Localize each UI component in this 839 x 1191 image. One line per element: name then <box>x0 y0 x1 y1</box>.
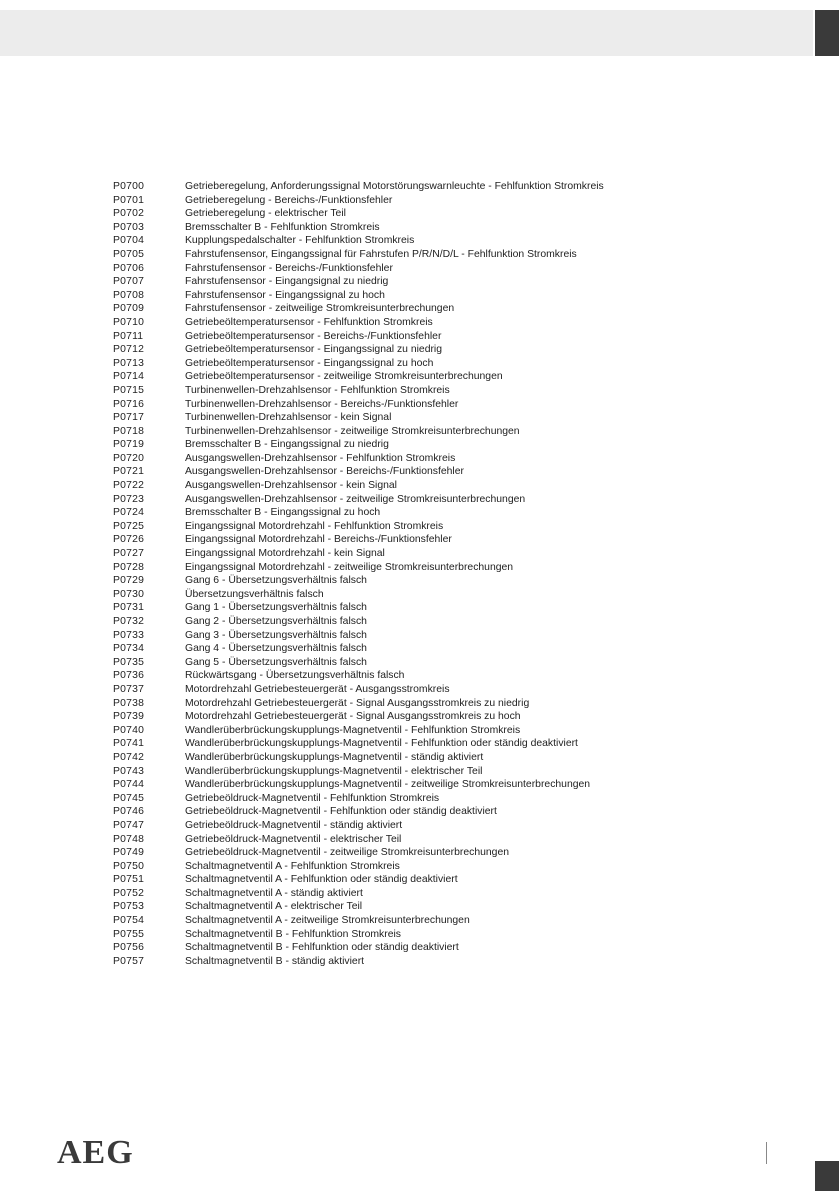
error-description: Getriebeöldruck-Magnetventil - Fehlfunktion oder ständig deaktiviert <box>185 806 497 818</box>
code-row <box>113 792 833 806</box>
code-row <box>113 697 833 711</box>
code-row <box>113 588 833 602</box>
code-row <box>113 615 833 629</box>
error-description: Fahrstufensensor, Eingangssignal für Fahrstufen P/R/N/D/L - Fehlfunktion Stromkreis <box>185 248 577 260</box>
error-code: P0738 <box>113 697 145 709</box>
error-code: P0751 <box>113 874 145 886</box>
error-code: P0707 <box>113 276 145 288</box>
error-description: Schaltmagnetventil B - Fehlfunktion Stromkreis <box>185 928 401 940</box>
code-row <box>113 384 833 398</box>
error-description: Bremsschalter B - Fehlfunktion Stromkreis <box>185 221 380 233</box>
error-code: P0756 <box>113 942 145 954</box>
error-code: P0715 <box>113 384 145 396</box>
code-row <box>113 860 833 874</box>
code-row <box>113 547 833 561</box>
code-row <box>113 724 833 738</box>
error-description: Getriebeöldruck-Magnetventil - Fehlfunktion Stromkreis <box>185 792 440 804</box>
code-row <box>113 275 833 289</box>
error-code: P0724 <box>113 507 145 519</box>
code-row <box>113 574 833 588</box>
error-description: Wandlerüberbrückungskupplungs-Magnetventil - zeitweilige Stromkreisunterbrechungen <box>185 779 591 791</box>
footer-divider <box>766 1142 767 1164</box>
error-description: Fahrstufensensor - Bereichs-/Funktionsfehler <box>185 262 393 274</box>
code-row <box>113 805 833 819</box>
error-code: P0716 <box>113 398 145 410</box>
error-code: P0702 <box>113 208 145 220</box>
error-code: P0717 <box>113 412 145 424</box>
error-code: P0753 <box>113 901 145 913</box>
error-description: Rückwärtsgang - Übersetzungsverhältnis falsch <box>185 670 405 682</box>
error-description: Kupplungspedalschalter - Fehlfunktion Stromkreis <box>185 235 415 247</box>
error-code: P0709 <box>113 303 145 315</box>
error-code: P0737 <box>113 683 145 695</box>
error-description: Ausgangswellen-Drehzahlsensor - Bereichs-/Funktionsfehler <box>185 466 464 478</box>
error-description: Fahrstufensensor - zeitweilige Stromkreisunterbrechungen <box>185 303 455 315</box>
error-code: P0747 <box>113 819 145 831</box>
error-description: Eingangssignal Motordrehzahl - Bereichs-/Funktionsfehler <box>185 534 452 546</box>
error-description: Turbinenwellen-Drehzahlsensor - Bereichs-/Funktionsfehler <box>185 398 459 410</box>
code-row <box>113 411 833 425</box>
error-description: Schaltmagnetventil A - zeitweilige Stromkreisunterbrechungen <box>185 915 470 927</box>
code-row <box>113 289 833 303</box>
error-description: Wandlerüberbrückungskupplungs-Magnetventil - elektrischer Teil <box>185 765 483 777</box>
error-description: Bremsschalter B - Eingangssignal zu hoch <box>185 507 381 519</box>
error-description: Gang 1 - Übersetzungsverhältnis falsch <box>185 602 367 614</box>
error-code: P0739 <box>113 711 145 723</box>
code-row <box>113 248 833 262</box>
error-code: P0749 <box>113 847 145 859</box>
code-row <box>113 642 833 656</box>
error-description: Gang 4 - Übersetzungsverhältnis falsch <box>185 643 367 655</box>
code-row <box>113 425 833 439</box>
error-code: P0746 <box>113 806 145 818</box>
footer-tab-marker <box>815 1161 839 1191</box>
code-row <box>113 262 833 276</box>
code-row <box>113 452 833 466</box>
code-row <box>113 914 833 928</box>
error-description: Ausgangswellen-Drehzahlsensor - kein Signal <box>185 480 397 492</box>
code-row <box>113 370 833 384</box>
code-row <box>113 398 833 412</box>
error-description: Eingangssignal Motordrehzahl - Fehlfunktion Stromkreis <box>185 520 444 532</box>
error-description: Schaltmagnetventil A - ständig aktiviert <box>185 887 363 899</box>
error-description: Motordrehzahl Getriebesteuergerät - Signal Ausgangsstromkreis zu niedrig <box>185 697 530 709</box>
error-description: Gang 5 - Übersetzungsverhältnis falsch <box>185 656 367 668</box>
error-description: Schaltmagnetventil B - Fehlfunktion oder ständig deaktiviert <box>185 942 459 954</box>
error-code: P0736 <box>113 670 145 682</box>
error-description: Turbinenwellen-Drehzahlsensor - Fehlfunktion Stromkreis <box>185 384 450 396</box>
error-code: P0742 <box>113 751 145 763</box>
code-row <box>113 765 833 779</box>
error-code: P0740 <box>113 724 145 736</box>
error-code: P0719 <box>113 439 145 451</box>
error-code: P0733 <box>113 629 145 641</box>
error-code: P0745 <box>113 792 145 804</box>
code-row <box>113 941 833 955</box>
error-code: P0704 <box>113 235 145 247</box>
error-description: Wandlerüberbrückungskupplungs-Magnetventil - Fehlfunktion oder ständig deaktiviert <box>185 738 578 750</box>
code-row <box>113 533 833 547</box>
code-row <box>113 710 833 724</box>
error-code: P0731 <box>113 602 145 614</box>
error-code: P0750 <box>113 860 145 872</box>
error-code: P0748 <box>113 833 145 845</box>
error-description: Turbinenwellen-Drehzahlsensor - kein Signal <box>185 412 392 424</box>
error-code: P0722 <box>113 480 145 492</box>
code-row <box>113 873 833 887</box>
error-description: Getriebeöltemperatursensor - zeitweilige Stromkreisunterbrechungen <box>185 371 503 383</box>
error-description: Getrieberegelung, Anforderungssignal Motorstörungswarnleuchte - Fehlfunktion Stromkreis <box>185 181 604 192</box>
error-code: P0711 <box>113 330 144 342</box>
code-row <box>113 479 833 493</box>
error-description: Ausgangswellen-Drehzahlsensor - Fehlfunktion Stromkreis <box>185 452 456 464</box>
error-description: Getriebeöltemperatursensor - Bereichs-/Funktionsfehler <box>185 330 442 342</box>
error-description: Getriebeöltemperatursensor - Fehlfunktion Stromkreis <box>185 316 433 328</box>
code-row <box>113 561 833 575</box>
error-code: P0735 <box>113 656 145 668</box>
error-code: P0728 <box>113 561 145 573</box>
error-description: Motordrehzahl Getriebesteuergerät - Ausgangsstromkreis <box>185 683 450 695</box>
code-row <box>113 330 833 344</box>
code-row <box>113 234 833 248</box>
error-code: P0744 <box>113 779 145 791</box>
code-row <box>113 846 833 860</box>
code-row <box>113 302 833 316</box>
error-description: Übersetzungsverhältnis falsch <box>185 588 324 600</box>
code-row <box>113 357 833 371</box>
error-code: P0725 <box>113 520 145 532</box>
error-description: Getriebeöltemperatursensor - Eingangssignal zu hoch <box>185 357 434 369</box>
error-description: Gang 2 - Übersetzungsverhältnis falsch <box>185 616 367 627</box>
error-description: Eingangssignal Motordrehzahl - kein Signal <box>185 548 385 560</box>
code-row <box>113 833 833 847</box>
code-row <box>113 438 833 452</box>
code-row <box>113 669 833 683</box>
code-row <box>113 221 833 235</box>
code-row <box>113 928 833 942</box>
error-description: Getriebeöldruck-Magnetventil - zeitweilige Stromkreisunterbrechungen <box>185 847 509 859</box>
error-description: Getriebeöltemperatursensor - Eingangssignal zu niedrig <box>185 344 443 356</box>
error-code: P0721 <box>113 466 145 478</box>
code-row <box>113 656 833 670</box>
code-row <box>113 737 833 751</box>
error-description: Fahrstufensensor - Eingangssignal zu hoch <box>185 289 385 301</box>
code-row <box>113 207 833 221</box>
code-row <box>113 316 833 330</box>
error-description: Motordrehzahl Getriebesteuergerät - Signal Ausgangsstromkreis zu hoch <box>185 711 521 723</box>
code-row <box>113 601 833 615</box>
error-code: P0703 <box>113 221 145 233</box>
code-row <box>113 343 833 357</box>
error-description: Getrieberegelung - elektrischer Teil <box>185 208 346 220</box>
error-code: P0705 <box>113 248 145 260</box>
error-code: P0732 <box>113 616 145 627</box>
error-description: Schaltmagnetventil A - Fehlfunktion Stromkreis <box>185 860 400 872</box>
error-code: P0734 <box>113 643 145 655</box>
error-description: Getrieberegelung - Bereichs-/Funktionsfehler <box>185 194 393 206</box>
code-row <box>113 520 833 534</box>
error-code: P0710 <box>113 316 145 328</box>
error-code: P0723 <box>113 493 145 505</box>
error-description: Eingangssignal Motordrehzahl - zeitweilige Stromkreisunterbrechungen <box>185 561 514 573</box>
error-description: Getriebeöldruck-Magnetventil - elektrischer Teil <box>185 833 402 845</box>
code-row <box>113 194 833 208</box>
code-row <box>113 751 833 765</box>
error-code: P0726 <box>113 534 145 546</box>
code-row <box>113 465 833 479</box>
code-row <box>113 778 833 792</box>
code-row <box>113 506 833 520</box>
error-description: Fahrstufensensor - Eingangsignal zu niedrig <box>185 276 389 288</box>
error-description: Turbinenwellen-Drehzahlsensor - zeitweilige Stromkreisunterbrechungen <box>185 425 520 437</box>
error-code: P0757 <box>113 955 145 967</box>
error-code: P0718 <box>113 425 145 437</box>
error-description: Gang 3 - Übersetzungsverhältnis falsch <box>185 629 367 641</box>
error-description: Schaltmagnetventil A - Fehlfunktion oder ständig deaktiviert <box>185 874 458 886</box>
error-code-list <box>113 180 833 968</box>
error-code: P0720 <box>113 452 145 464</box>
error-code: P0741 <box>113 738 145 750</box>
code-row <box>113 629 833 643</box>
error-code: P0714 <box>113 371 145 383</box>
error-code: P0708 <box>113 289 145 301</box>
error-code: P0706 <box>113 262 145 274</box>
error-code: P0755 <box>113 928 145 940</box>
code-row <box>113 180 833 194</box>
error-code: P0713 <box>113 357 145 369</box>
error-description: Gang 6 - Übersetzungsverhältnis falsch <box>185 575 367 587</box>
error-description: Getriebeöldruck-Magnetventil - ständig aktiviert <box>185 819 403 831</box>
error-description: Wandlerüberbrückungskupplungs-Magnetventil - Fehlfunktion Stromkreis <box>185 724 521 736</box>
code-row <box>113 955 833 969</box>
error-description: Schaltmagnetventil B - ständig aktiviert <box>185 955 365 967</box>
section-tab-marker <box>815 10 839 56</box>
error-code: P0700 <box>113 181 145 192</box>
code-row <box>113 683 833 697</box>
code-row <box>113 819 833 833</box>
error-code: P0701 <box>113 194 145 206</box>
error-code: P0727 <box>113 548 145 560</box>
error-code: P0712 <box>113 344 145 356</box>
error-description: Schaltmagnetventil A - elektrischer Teil <box>185 901 363 913</box>
error-description: Wandlerüberbrückungskupplungs-Magnetventil - ständig aktiviert <box>185 751 484 763</box>
aeg-logo: AEG <box>57 1134 134 1171</box>
error-description: Bremsschalter B - Eingangssignal zu niedrig <box>185 439 389 451</box>
code-row <box>113 887 833 901</box>
error-description: Ausgangswellen-Drehzahlsensor - zeitweilige Stromkreisunterbrechungen <box>185 493 526 505</box>
code-row <box>113 900 833 914</box>
header-band <box>0 10 813 56</box>
error-code: P0752 <box>113 887 145 899</box>
error-code: P0743 <box>113 765 145 777</box>
error-code: P0754 <box>113 915 145 927</box>
code-row <box>113 493 833 507</box>
error-code: P0729 <box>113 575 145 587</box>
error-code: P0730 <box>113 588 145 600</box>
